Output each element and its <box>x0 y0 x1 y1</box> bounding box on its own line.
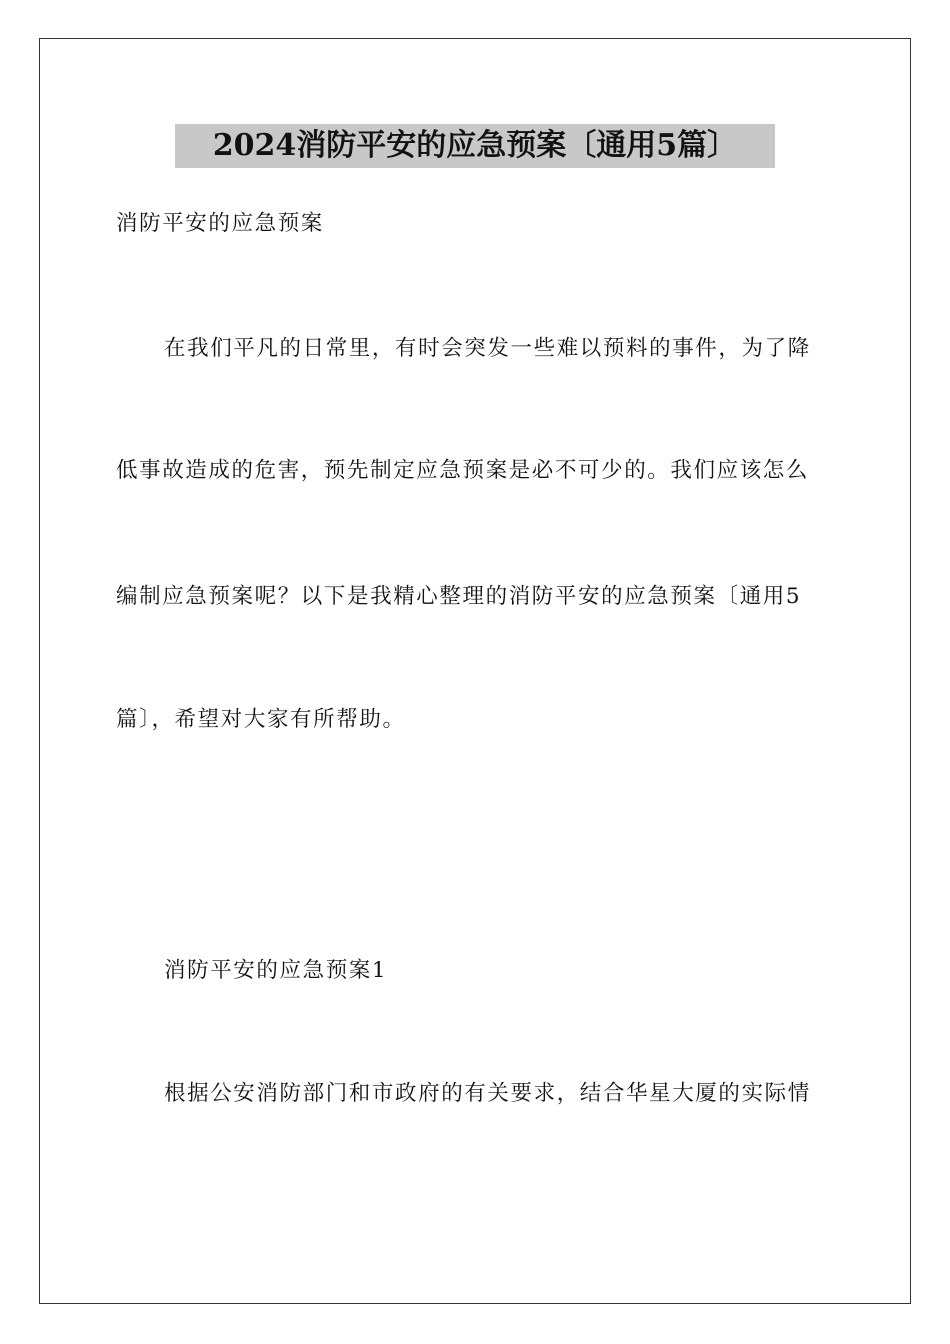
intro-paragraph-line: 篇〕，希望对大家有所帮助。 <box>116 707 406 732</box>
intro-paragraph-line: 低事故造成的危害，预先制定应急预案是必不可少的。我们应该怎么 <box>116 458 810 483</box>
section-paragraph-line: 根据公安消防部门和市政府的有关要求，结合华星大厦的实际情 <box>164 1081 811 1106</box>
document-subtitle: 消防平安的应急预案 <box>116 211 324 236</box>
document-title: 2024消防平安的应急预案〔通用5篇〕 <box>175 124 775 168</box>
section-heading: 消防平安的应急预案1 <box>164 958 388 983</box>
intro-paragraph-line: 在我们平凡的日常里，有时会突发一些难以预料的事件，为了降 <box>164 336 811 361</box>
intro-paragraph-line: 编制应急预案呢？以下是我精心整理的消防平安的应急预案〔通用5 <box>116 584 802 609</box>
